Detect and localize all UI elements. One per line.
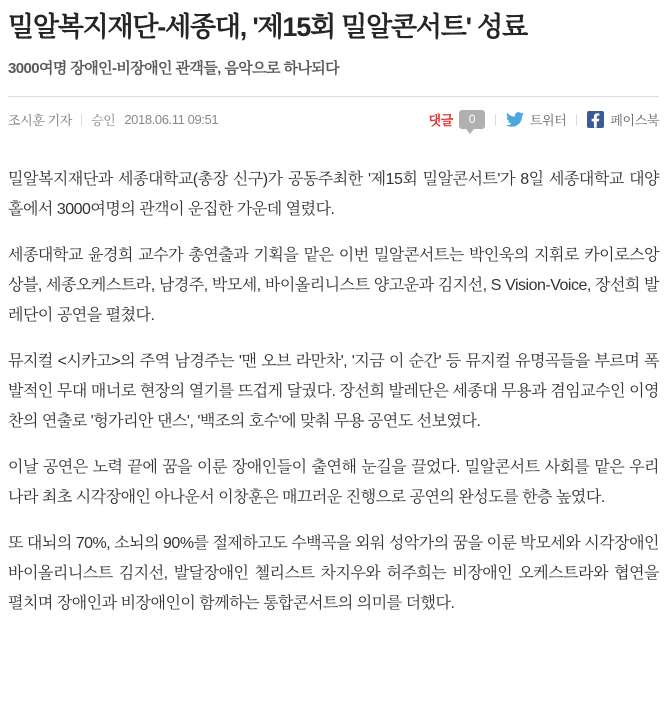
byline-row xyxy=(8,97,659,143)
article-body xyxy=(8,165,659,619)
page-subtitle: 3000여명 장애인-비장애인 관객들, 음악으로 하나되다 xyxy=(8,60,340,77)
toolbar-separator xyxy=(495,114,496,126)
article-paragraph: 또 대뇌의 70%, 소뇌의 90%를 절제하고도 수백곡을 외워 성악가의 꿈을 이룬 박모세와 시각장애인 바이올리니스트 김지선, 발달장애인 첼리스트 차지우와 허주희는 비장애인 오케스트라와 협연을 펼치며 장애인과 비장애인이 함께하는 통합콘서트의 의미를 더했다. xyxy=(8,535,659,612)
reporter-name[interactable]: 조시훈 기자 xyxy=(8,113,73,128)
facebook-label: 페이스북 xyxy=(610,113,659,128)
article-paragraph: 이날 공연은 노력 끝에 꿈을 이룬 장애인들이 출연해 눈길을 끌었다. 밀알콘서트 사회를 맡은 우리나라 최초 시각장애인 아나운서 이창훈은 매끄러운 진행으로 공연의 완성도를 한층 높였다. xyxy=(8,459,659,506)
toolbar-separator xyxy=(576,114,577,126)
page-title: 밀알복지재단-세종대, '제15회 밀알콘서트' 성료 xyxy=(8,12,527,42)
facebook-share-button[interactable] xyxy=(587,110,659,129)
comment-count-badge[interactable]: 0 xyxy=(459,110,485,129)
twitter-share-button[interactable] xyxy=(506,110,566,129)
article-paragraph: 밀알복지재단과 세종대학교(총장 신구)가 공동주최한 '제15회 밀알콘서트'가 8일 세종대학교 대양홀에서 3000여명의 관객이 운집한 가운데 열렸다. xyxy=(8,171,659,218)
article-header xyxy=(8,8,659,79)
publish-datetime: 2018.06.11 09:51 xyxy=(124,112,219,127)
byline-info xyxy=(8,110,218,129)
comments-label: 댓글 xyxy=(428,113,453,128)
article-paragraph: 뮤지컬 <시카고>의 주역 남경주는 '맨 오브 라만차', '지금 이 순간' 등 뮤지컬 유명곡들을 부르며 폭발적인 무대 매너로 현장의 열기를 뜨겁게 달궜다. 장선희 발레단은 세종대 무용과 겸임교수인 이영찬의 연출로 '헝가리안 댄스', '백조의 호수'에 맞춰 무용 공연도 선보였다. xyxy=(8,353,659,430)
comments-link[interactable] xyxy=(429,110,485,129)
share-toolbar xyxy=(429,110,659,129)
byline-separator xyxy=(81,114,82,126)
article-paragraph: 세종대학교 윤경희 교수가 총연출과 기획을 맡은 이번 밀알콘서트는 박인욱의 지휘로 카이로스앙상블, 세종오케스트라, 남경주, 박모세, 바이올리니스트 양고운과 김지선, S Vision-Voice, 장선희 발레단이 공연을 펼쳤다. xyxy=(8,247,659,324)
twitter-label: 트위터 xyxy=(529,113,567,128)
twitter-icon xyxy=(506,112,524,127)
approved-label: 승인 xyxy=(91,113,116,128)
facebook-icon xyxy=(587,111,604,128)
